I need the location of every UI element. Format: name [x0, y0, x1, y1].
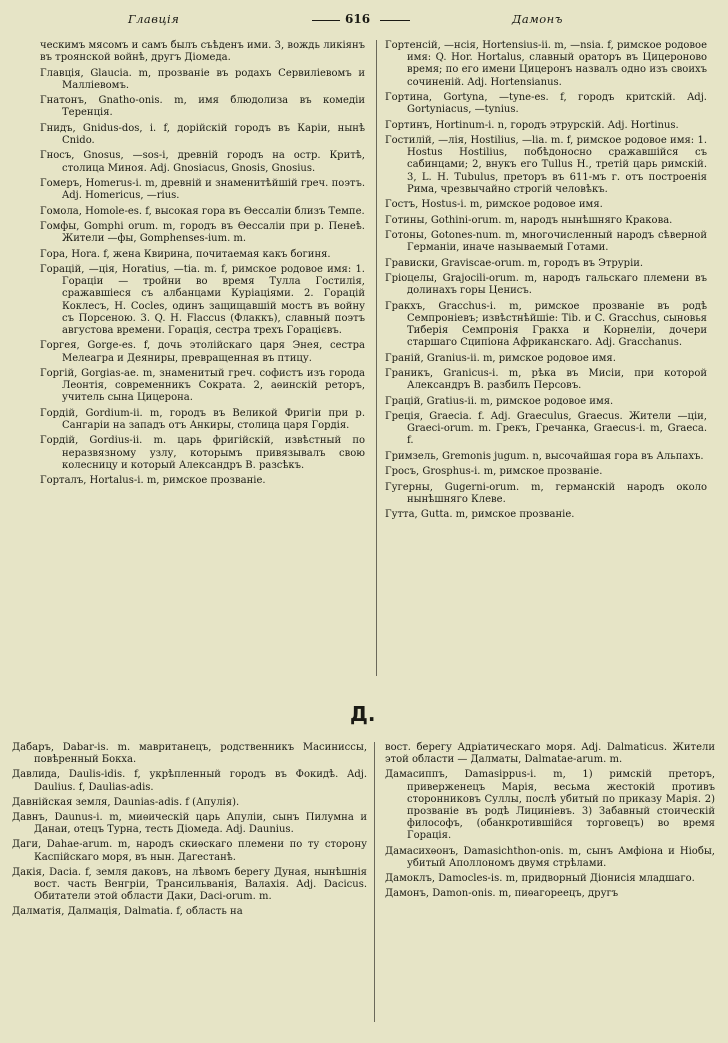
section-letter: Д. — [350, 702, 376, 726]
dictionary-entry: Давнійская земля, Daunias-adis. f (Апулія). — [12, 796, 240, 808]
header-rule-right — [380, 20, 410, 21]
header-rule-left — [312, 20, 340, 21]
page-number: 616 — [345, 12, 371, 26]
dictionary-entry: Гракхъ, Gracchus-i. m, римское прозваніе въ родѣ Семпроніевъ; извѣстнѣйшіе: Tib. и C. Gracchus, сыновья Тиберія Семпронія Гракха и Корнеліи, дочери старшаго Сципіона Африканскаго. Adj. Gracchanus. — [385, 300, 707, 349]
dictionary-entry: Дакія, Dacia. f, земля даковъ, на лѣвомъ берегу Дуная, нынѣшнія вост. часть Венгріи, Трансильванія, Валахія. Adj. Dacicus. Обитатели этой области Даки, Daci-orum. m. — [12, 866, 367, 903]
dictionary-entry: Гросъ, Grosphus-i. m, римское прозваніе. — [385, 466, 603, 478]
dictionary-entry: Гортина, Gortyna, —tyne-es. f, городъ критскій. Adj. Gortyniacus, —tynius. — [385, 92, 707, 116]
dictionary-entry: Горгея, Gorge-es. f, дочь этолійскаго царя Энея, сестра Мелеагра и Деяниры, превращенная въ птицу. — [40, 340, 365, 364]
dictionary-entry: Дамоклъ, Damocles-is. m, придворный Діонисія младшаго. — [385, 873, 695, 885]
top-right-column — [385, 40, 707, 524]
dictionary-entry: Гомола, Homole-es. f, высокая гора въ Ѳессаліи близъ Темпе. — [40, 205, 365, 217]
dictionary-entry: Горацій, —ція, Horatius, —tia. m. f, римское родовое имя: 1. Гораціи — тройни во время Тулла Гостилія, сражавшіеся съ албанцами Куріаціями. 2. Горацій Коклесъ, H. Cocles, одинъ защищавшій мостъ въ войну съ Порсеною. 3. Q. H. Flaccus (Флаккъ), славный поэтъ августова времени. Горація, сестра трехъ Горацієвъ. — [40, 263, 365, 336]
dictionary-entry: Гримзель, Gremonis jugum. n, высочайшая гора въ Альпахъ. — [385, 450, 704, 462]
dictionary-entry: Даги, Dahae-arum. m, народъ скиѳскаго племени по ту сторону Каспійскаго моря, въ нын. Дагестанѣ. — [12, 839, 367, 863]
dictionary-entry: Гносъ, Gnosus, —sos-i, древній городъ на остр. Критѣ, столица Миноя. Adj. Gnosiacus, Gnosis, Gnosius. — [40, 150, 365, 174]
dictionary-entry: Гутта, Gutta. m, римское прозваніе. — [385, 509, 575, 521]
dictionary-entry: Готины, Gothini-orum. m, народъ нынѣшняго Кракова. — [385, 214, 673, 226]
dictionary-entry: Горгій, Gorgias-ae. m, знаменитый греч. софистъ изъ города Леонтія, современникъ Сократа. 2, аѳинскій реторъ, учитель сына Цицерона. — [40, 367, 365, 404]
header-right-word: Дамонъ — [512, 12, 563, 26]
dictionary-entry: Гугерны, Gugerni-orum. m, германскій народъ около нынѣшняго Клеве. — [385, 481, 707, 505]
top-left-column — [40, 40, 365, 491]
dictionary-entry: Главція, Glaucia. m, прозваніе въ родахъ Сервиліевомъ и Малліевомъ. — [40, 67, 365, 91]
dictionary-entry: Граникъ, Granicus-i. m, рѣка въ Мисіи, при которой Александръ В. разбилъ Персовъ. — [385, 367, 707, 392]
bottom-right-column — [385, 742, 715, 903]
dictionary-entry: Гордій, Gordium-ii. m, городъ въ Великой Фригіи при р. Сангаріи на западъ отъ Анкиры, столица царя Гордія. — [40, 407, 365, 431]
dictionary-entry: Гостъ, Hostus-i. m, римское родовое имя. — [385, 199, 603, 211]
dictionary-entry: Грависки, Graviscae-orum. m, городъ въ Этруріи. — [385, 257, 644, 269]
dictionary-entry: вост. берегу Адріатическаго моря. Adj. Dalmaticus. Жители этой области — Далматы, Dalmatae-arum. m. — [385, 742, 715, 766]
dictionary-entry: Готоны, Gotones-num. m, многочисленный народъ сѣверной Германіи, иначе называемый Готами. — [385, 229, 707, 254]
dictionary-entry: Гора, Hora. f, жена Квирина, почитаемая какъ богиня. — [40, 248, 331, 260]
dictionary-entry: Гомеръ, Homerus-i. m, древній и знаменитѣйшій греч. поэтъ. Adj. Homericus, —rius. — [40, 177, 365, 202]
dictionary-entry: Давлида, Daulis-idis. f, укрѣпленный городъ въ Фокидѣ. Adj. Daulius. f, Daulias-adis. — [12, 769, 367, 793]
dictionary-entry: Гнатонъ, Gnatho-onis. m, имя блюдолиза въ комедіи Теренція. — [40, 95, 365, 119]
dictionary-entry: Дабаръ, Dabar-is. m. мавританецъ, родственникъ Масиниссы, повѣренный Бокха. — [12, 742, 367, 766]
dictionary-entry: Греція, Graecia. f. Adj. Graeculus, Graecus. Жители —ціи, Graeci-orum. m. Грекъ, Гречанка, Graecus-i. m, Graeca. f. — [385, 410, 707, 447]
dictionary-entry: Гортенсій, —нсія, Hortensius-ii. m, —nsia. f, римское родовое имя: Q. Hor. Hortalus, славный ораторъ въ Цицероново время; по его имени Цицеронъ назвалъ одно изъ своихъ сочиненій. Adj. Hortensianus. — [385, 40, 707, 88]
bottom-left-column — [12, 742, 367, 922]
dictionary-entry: ческимъ мясомъ и самъ былъ съѣденъ ими. 3, вождь ликіянъ въ троянской войнѣ, другъ Діомеда. — [40, 40, 365, 64]
column-divider-top — [376, 40, 377, 676]
dictionary-entry: Дамасихѳонъ, Damasichthon-onis. m, сынъ Амфіона и Ніобы, убитый Аполлономъ двумя стрѣлами. — [385, 845, 715, 869]
dictionary-entry: Дамасиппъ, Damasippus-i. m, 1) римскій преторъ, приверженецъ Марія, весьма жестокій противъ сторонниковъ Суллы, послѣ убитый по приказу Марія. 2) прозваніе въ родѣ Лициніевъ. 3) Забавный стоическій философъ, (обанкротившійся торговецъ) во время Горація. — [385, 769, 715, 842]
dictionary-entry: Гомфы, Gomphi orum. m, городъ въ Ѳессаліи при р. Пенеѣ. Жители —фы, Gomphenses-ium. m. — [40, 220, 365, 245]
dictionary-entry: Гортинъ, Hortinum-i. n, городъ этрурскій. Adj. Hortinus. — [385, 119, 679, 131]
header-left-word: Главція — [128, 12, 180, 26]
dictionary-entry: Граній, Granius-ii. m, римское родовое имя. — [385, 352, 616, 364]
dictionary-entry: Далматія, Далмація, Dalmatia. f, область на — [12, 906, 243, 918]
column-divider-bottom — [374, 742, 375, 1022]
dictionary-entry: Гостилій, —лія, Hostilius, —lia. m. f, римское родовое имя: 1. Hostus Hostilius, побѣдоносно сражавшійся съ сабинцами; 2, внукъ его Tullus H., третій царь римскій. 3, L. H. Tubulus, преторъ въ 611-мъ г. отъ построенія Рима, чрезвычайно строгій человѣкъ. — [385, 134, 707, 195]
dictionary-entry: Дамонъ, Damon-onis. m, пиѳагореецъ, другъ — [385, 888, 619, 900]
dictionary-entry: Давнъ, Daunus-i. m, миѳическій царь Апуліи, сынъ Пилумна и Данаи, отецъ Турна, тесть Діомеда. Adj. Daunius. — [12, 812, 367, 836]
page-header — [0, 12, 728, 32]
dictionary-entry: Гордій, Gordius-ii. m. царь фригійскій, извѣстный по неразвязному узлу, которымъ привязывалъ свою колесницу и который Александръ В. разсѣкъ. — [40, 435, 365, 471]
dictionary-entry: Гнидъ, Gnidus-dos, i. f, дорійскій городъ въ Каріи, нынѣ Cnido. — [40, 122, 365, 146]
dictionary-entry: Горталъ, Hortalus-i. m, римское прозваніе. — [40, 475, 266, 487]
dictionary-entry: Гріоцелы, Grajocili-orum. m, народъ гальскаго племени въ долинахъ горы Ценисъ. — [385, 272, 707, 297]
dictionary-entry: Грацій, Gratius-ii. m, римское родовое имя. — [385, 395, 614, 407]
